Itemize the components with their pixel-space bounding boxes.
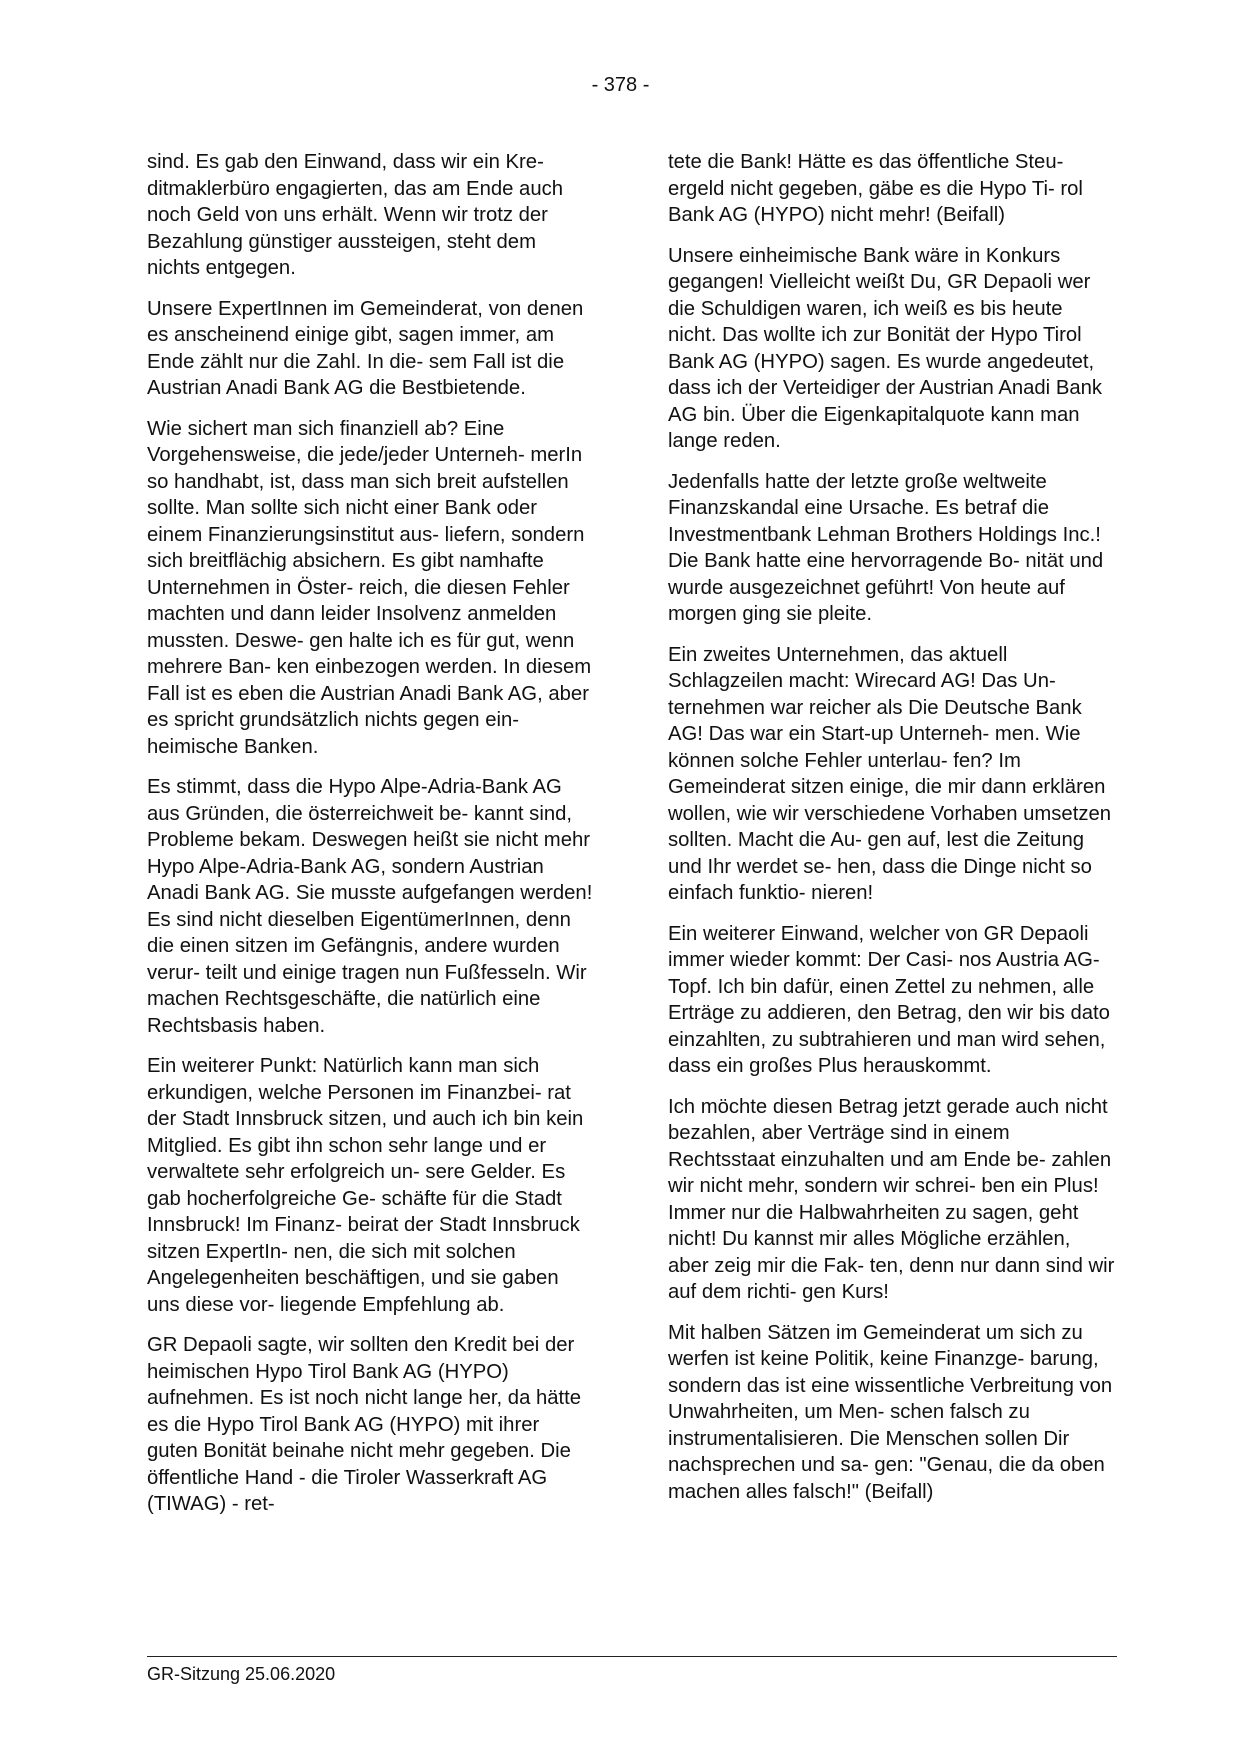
paragraph: sind. Es gab den Einwand, dass wir ein Kre- ditmaklerbüro engagierten, das am Ende auch noch Geld von uns erhält. Wenn wir trotz der Bezahlung günstiger aussteigen, steht dem nichts entgegen. [147,151,564,279]
footer-session-date: GR-Sitzung 25.06.2020 [147,1664,336,1684]
text-column-left [147,149,594,1532]
paragraph: Unsere einheimische Bank wäre in Konkurs gegangen! Vielleicht weißt Du, GR Depaoli wer die Schuldigen waren, ich weiß es bis heute nicht. Das wollte ich zur Bonität der Hypo Tirol Bank AG (HYPO) sagen. Es wurde angedeutet, dass ich der Verteidiger der Austrian Anadi Bank AG bin. Über die Eigenkapitalquote kann man lange reden. [668,244,1103,452]
paragraph: Unsere ExpertInnen im Gemeinderat, von denen es anscheinend einige gibt, sagen immer, am Ende zählt nur die Zahl. In die- sem Fall ist die Austrian Anadi Bank AG die Bestbietende. [147,297,584,399]
paragraph: Ich möchte diesen Betrag jetzt gerade auch nicht bezahlen, aber Verträge sind in einem Rechtsstaat einzuhalten und am Ende be- zahlen wir nicht mehr, sondern wir schrei- ben ein Plus! Immer nur die Halbwahrheiten zu sagen, geht nicht! Du kannst mir alles Mögliche erzählen, aber zeig mir die Fak- ten, denn nur dann sind wir auf dem richti- gen Kurs! [668,1095,1115,1303]
text-column-right [668,149,1115,1519]
paragraph: GR Depaoli sagte, wir sollten den Kredit bei der heimischen Hypo Tirol Bank AG (HYPO) aufnehmen. Es ist noch nicht lange her, da hätte es die Hypo Tirol Bank AG (HYPO) mit ihrer guten Bonität beinahe nicht mehr gegeben. Die öffentliche Hand - die Tiroler Wasserkraft AG (TIWAG) - ret- [147,1334,582,1515]
footer-divider [147,1656,1117,1657]
paragraph: Ein weiterer Einwand, welcher von GR Depaoli immer wieder kommt: Der Casi- nos Austria AG-Topf. Ich bin dafür, einen Zettel zu nehmen, alle Erträge zu addieren, den Betrag, den wir bis dato einzahlten, zu subtrahieren und man wird sehen, dass ein großes Plus herauskommt. [668,922,1110,1077]
paragraph: tete die Bank! Hätte es das öffentliche Steu- ergeld nicht gegeben, gäbe es die Hypo Ti- rol Bank AG (HYPO) nicht mehr! (Beifall) [668,151,1083,226]
page-number: - 378 - [591,74,650,96]
paragraph: Wie sichert man sich finanziell ab? Eine Vorgehensweise, die jede/jeder Unterneh- merIn so handhabt, ist, dass man sich breit aufstellen sollte. Man sollte sich nicht einer Bank oder einem Finanzierungsinstitut aus- liefern, sondern sich breitflächig absichern. Es gibt namhafte Unternehmen in Öster- reich, die diesen Fehler machten und dann leider Insolvenz anmelden mussten. Deswe- gen halte ich es für gut, wenn mehrere Ban- ken einbezogen werden. In diesem Fall ist es eben die Austrian Anadi Bank AG, aber es spricht grundsätzlich nichts gegen ein- heimische Banken. [147,417,592,758]
paragraph: Es stimmt, dass die Hypo Alpe-Adria-Bank AG aus Gründen, die österreichweit be- kannt sind, Probleme bekam. Deswegen heißt sie nicht mehr Hypo Alpe-Adria-Bank AG, sondern Austrian Anadi Bank AG. Sie musste aufgefangen werden! Es sind nicht dieselben EigentümerInnen, denn die einen sitzen im Gefängnis, andere wurden verur- teilt und einige tragen nun Fußfesseln. Wir machen Rechtsgeschäfte, die natürlich eine Rechtsbasis haben. [147,776,593,1037]
paragraph: Ein weiterer Punkt: Natürlich kann man sich erkundigen, welche Personen im Finanzbei- rat der Stadt Innsbruck sitzen, und auch ich bin kein Mitglied. Es gibt ihn schon sehr lange und er verwaltete sehr erfolgreich un- sere Gelder. Es gab hocherfolgreiche Ge- schäfte für die Stadt Innsbruck! Im Finanz- beirat der Stadt Innsbruck sitzen ExpertIn- nen, die sich mit solchen Angelegenheiten beschäftigen, und sie gaben uns diese vor- liegende Empfehlung ab. [147,1055,584,1316]
paragraph: Jedenfalls hatte der letzte große weltweite Finanzskandal eine Ursache. Es betraf die Investmentbank Lehman Brothers Holdings Inc.! Die Bank hatte eine hervorragende Bo- nität und wurde ausgezeichnet geführt! Von heute auf morgen ging sie pleite. [668,470,1104,625]
paragraph: Ein zweites Unternehmen, das aktuell Schlagzeilen macht: Wirecard AG! Das Un- ternehmen war reicher als Die Deutsche Bank AG! Das war ein Start-up Unterneh- men. Wie können solche Fehler unterlau- fen? Im Gemeinderat sitzen einige, die mir dann erklären wollen, wie wir verschiedene Vorhaben umsetzen sollten. Macht die Au- gen auf, lest die Zeitung und Ihr werdet se- hen, dass die Dinge nicht so einfach funktio- nieren! [668,643,1112,904]
paragraph: Mit halben Sätzen im Gemeinderat um sich zu werfen ist keine Politik, keine Finanzge- barung, sondern das ist eine wissentliche Verbreitung von Unwahrheiten, um Men- schen falsch zu instrumentalisieren. Die Menschen sollen Dir nachsprechen und sa- gen: "Genau, die da oben machen alles falsch!" (Beifall) [668,1321,1113,1503]
